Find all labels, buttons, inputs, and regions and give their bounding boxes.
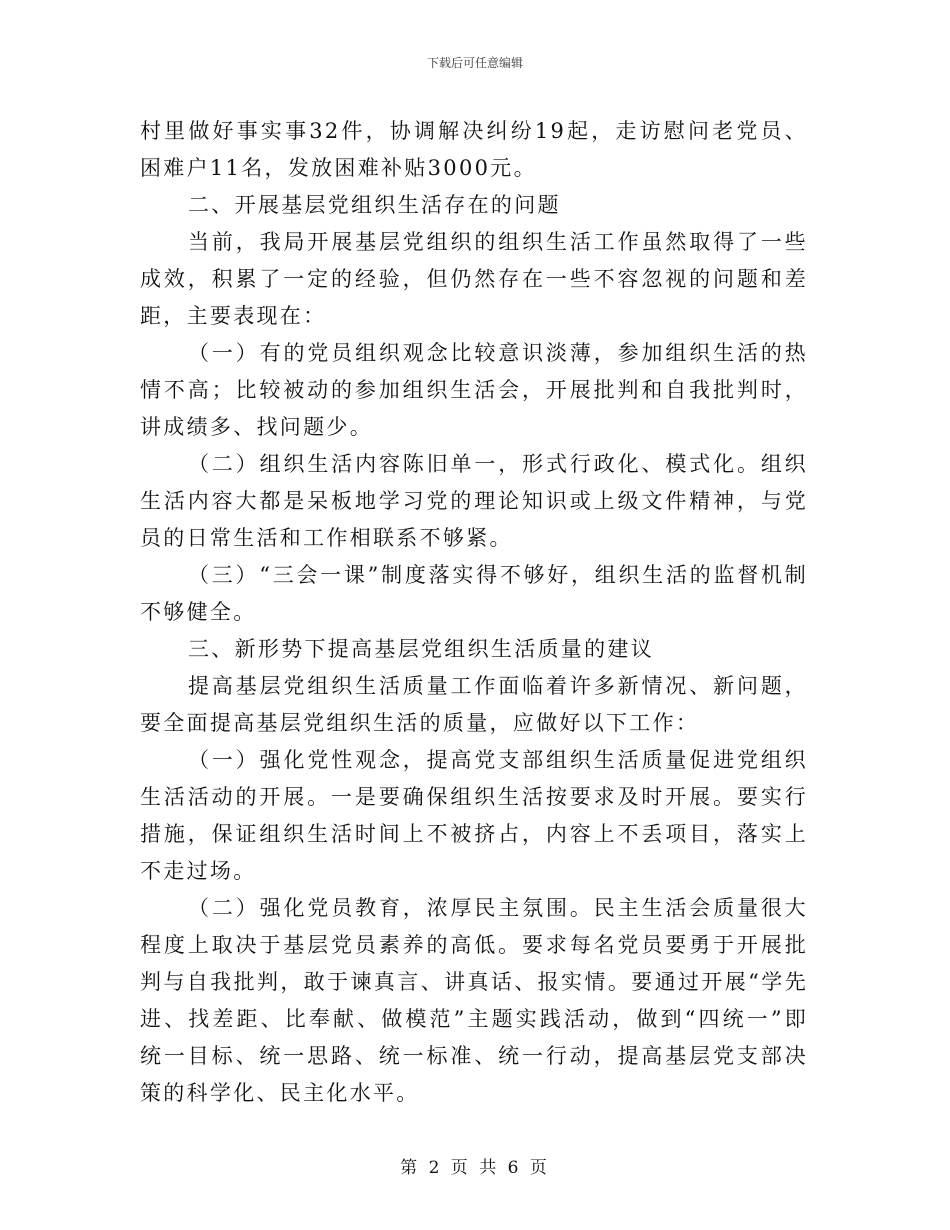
paragraph-9: （二）强化党员教育，浓厚民主氛围。民主生活会质量很大程度上取决于基层党员素养的高低。要求每名党员要勇于开展批判与自我批判，敢于谏真言、讲真话、报实情。要通过开展“学先进、找差距、比奉献、做模范”主题实践活动，做到“四统一”即统一目标、统一思路、统一标准、统一行动，提高基层党支部决策的科学化、民主化水平。 <box>140 896 808 1105</box>
paragraph-8: （一）强化党性观念，提高党支部组织生活质量促进党组织生活活动的开展。一是要确保组织生活按要求及时开展。要实行措施，保证组织生活时间上不被挤占，内容上不丢项目，落实上不走过场。 <box>140 748 808 883</box>
document-body <box>140 113 808 1112</box>
page-header-note: 下载后可任意编辑 <box>426 56 523 70</box>
section-heading-2: 二、开展基层党组织生活存在的问题 <box>188 193 561 217</box>
paragraph-0: 村里做好事实事32件，协调解决纠纷19起，走访慰问老党员、困难户11名，发放困难补贴3000元。 <box>140 119 808 180</box>
paragraph-3: （一）有的党员组织观念比较意识淡薄，参加组织生活的热情不高；比较被动的参加组织生活会，开展批判和自我批判时，讲成绩多、找问题少。 <box>140 341 808 439</box>
section-heading-3: 三、新形势下提高基层党组织生活质量的建议 <box>188 637 654 661</box>
page-number: 第 2 页 共 6 页 <box>400 1158 550 1178</box>
paragraph-5: （三）“三会一课”制度落实得不够好，组织生活的监督机制不够健全。 <box>140 563 808 624</box>
paragraph-4: （二）组织生活内容陈旧单一，形式行政化、模式化。组织生活内容大都是呆板地学习党的理论知识或上级文件精神，与党员的日常生活和工作相联系不够紧。 <box>140 452 808 550</box>
paragraph-7: 提高基层党组织生活质量工作面临着许多新情况、新问题，要全面提高基层党组织生活的质量，应做好以下工作： <box>140 674 808 735</box>
paragraph-2: 当前，我局开展基层党组织的组织生活工作虽然取得了一些成效，积累了一定的经验，但仍然存在一些不容忽视的问题和差距，主要表现在： <box>140 230 808 328</box>
